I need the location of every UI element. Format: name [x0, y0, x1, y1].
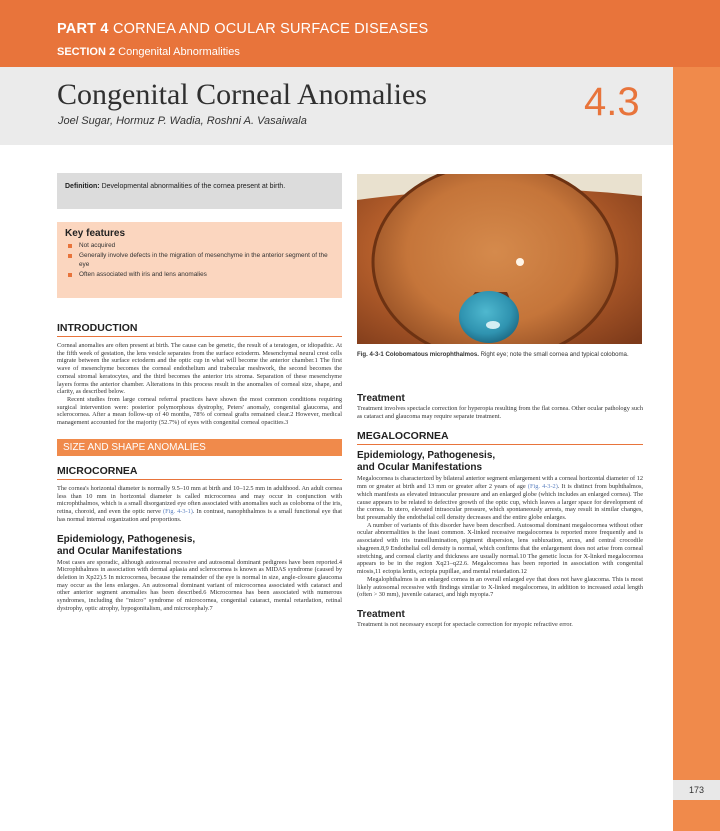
- section-title: Congenital Abnormalities: [118, 46, 240, 58]
- epidemiology-heading: [57, 534, 342, 558]
- size-shape-heading: SIZE AND SHAPE ANOMALIES: [57, 439, 342, 456]
- figure-caption: [357, 351, 645, 359]
- microcornea-text: . In contrast, nanophthalmos is a small functional eye that has normal internal organization and proportions.: [57, 508, 342, 523]
- right-column: [357, 393, 643, 629]
- key-features-list: [65, 242, 334, 280]
- chapter-authors: Joel Sugar, Hormuz P. Wadia, Roshni A. Vasaiwala: [58, 115, 307, 127]
- definition-text: Developmental abnormalities of the cornea present at birth.: [101, 183, 286, 190]
- microcornea-text: The cornea's horizontal diameter is normally 9.5–10 mm at birth and 10–12.5 mm in adulthood. An adult cornea less than 10 mm in horizontal diameter is called microcornea and may occur in conjunction with microphthalmos, which is a small disorganized eye often associated with anomalies such as coloboma of the iris, retina, choroid, and even the optic nerve: [57, 484, 342, 516]
- definition-label: Definition:: [65, 183, 100, 190]
- figure-title: Colobomatous microphthalmos.: [385, 351, 479, 358]
- epidemiology-heading-line: and Ocular Manifestations: [357, 462, 483, 474]
- treatment-heading: Treatment: [357, 393, 405, 404]
- megalocornea-heading: MEGALOCORNEA: [357, 430, 643, 445]
- megalophthalmos-paragraph: Megalophthalmos is an enlarged cornea in an overall enlarged eye that does not have glaucoma. This is most likely autosomal recessive with findings similar to X-linked megalocornea, in addition to increased axial length (often > 30 mm), juvenile cataract, and high myopia.7: [357, 575, 643, 599]
- megalocornea-text: . It is distinct from buphthalmos, which manifests as elevated intraocular pressure and an enlarged globe (which includes an enlarged cornea). The cause appears to be related to defective growth of the optic cup, which leaves a larger space for development of the cornea. In utero, elevated intraocular pressure, which spontaneously arrests, may result in similar changes, but presumably the endothelial cell density decreases and the entire globe enlarges.: [357, 483, 643, 522]
- figure-reference-link[interactable]: (Fig. 4-3-1): [163, 508, 193, 516]
- megalocornea-paragraph: [357, 475, 643, 521]
- part-heading: [57, 21, 428, 37]
- epidemiology-heading-line: and Ocular Manifestations: [57, 545, 183, 557]
- treatment-paragraph: Treatment is not necessary except for spectacle correction for myopic refractive error.: [357, 620, 573, 628]
- epidemiology-paragraph: Most cases are sporadic, although autosomal recessive and autosomal dominant pedigrees have been reported.4 Microphthalmos in association with dermal aplasia and sclerocornea is known as MIDAS syndrome (caused by deletion in Xp22).5 In microcornea, because the remainder of the eye is normal in size, angle-closure glaucoma may occur as the lens enlarges. An autosomal dominant variant of microcornea associated with cataract and other anterior segment anomalies has been described.6 Microcornea has been associated with numerous syndromes, including the "micro" syndrome of microcornea, congenital cataract, mental retardation, retinal dystrophy, optic atrophy, hypogonitalism, and microcephaly.7: [57, 558, 342, 612]
- introduction-paragraph: Corneal anomalies are often present at birth. The cause can be genetic, the result of a teratogen, or idiopathic. At the fifth week of gestation, the lens vesicle separates from the surface ectoderm. Mesenchymal neural crest cells migrate between the surface ectoderm and the optic cup in what will become the anterior chamber.1 The first wave of mesenchyme becomes the corneal endothelium and trabecular meshwork, the second becomes the corneal stromal keratocytes, and the third becomes the anterior iris stroma. Separation of these mesenchyme layers forms the anterior chamber. Alterations in this process result in the anomalies of corneal size, shape, and clarity, as described below.: [57, 342, 342, 396]
- figure-reference-link[interactable]: (Fig. 4-3-2): [527, 483, 558, 491]
- left-column: [57, 322, 342, 613]
- key-features-box: [57, 222, 342, 298]
- header-bar: [0, 0, 720, 67]
- definition-box: [57, 173, 342, 209]
- part-title: CORNEA AND OCULAR SURFACE DISEASES: [112, 21, 429, 37]
- chapter-number: 4.3: [584, 80, 640, 124]
- epidemiology-heading: [357, 450, 643, 474]
- section-label: SECTION 2: [57, 46, 116, 58]
- figure-caption-text: Right eye; note the small cornea and typical coloboma.: [480, 351, 629, 358]
- part-label: PART 4: [57, 21, 109, 37]
- key-feature-item: Not acquired: [65, 242, 334, 250]
- page-sidebar: [673, 67, 720, 831]
- megalocornea-text: Megalocornea is characterized by bilateral anterior segment enlargement with a corneal horizontal diameter of 12 mm or greater at birth and 13 mm or greater after 2 years of age: [357, 475, 643, 491]
- page-number: 173: [673, 780, 720, 800]
- microcornea-heading: MICROCORNEA: [57, 465, 342, 480]
- key-feature-item: Often associated with iris and lens anomalies: [65, 271, 334, 279]
- key-feature-item: Generally involve defects in the migration of mesenchyme in the anterior segment of the eye: [65, 252, 334, 269]
- section-heading: [57, 46, 240, 58]
- introduction-paragraph: Recent studies from large corneal referral practices have shown the most common conditions requiring surgical intervention were: posterior polymorphous dystrophy, Peters' anomaly, congenital glaucoma, and sclerocornea. After a mean follow-up of 40 months, 78% of corneal grafts remained clear.2 However, medical management accounted for the majority (52.7%) of eyes with congenital corneal opacities.3: [57, 396, 342, 427]
- microcornea-paragraph: [57, 485, 342, 524]
- epidemiology-heading-line: Epidemiology, Pathogenesis,: [57, 533, 196, 545]
- figure-label: Fig. 4-3-1: [357, 351, 384, 358]
- introduction-heading: INTRODUCTION: [57, 322, 342, 337]
- eye-coloboma-image: [357, 174, 642, 344]
- treatment-heading: Treatment: [357, 608, 405, 620]
- treatment-paragraph: Treatment involves spectacle correction for hyperopia resulting from the flat cornea. Other ocular pathology such as cataract and glaucoma may require separate treatment.: [357, 405, 643, 420]
- megalocornea-paragraph: A number of variants of this disorder have been described. Autosomal dominant megalocornea without other ocular abnormalities is the least common. X-linked recessive megalocornea is reported more frequently and is associated with iris transillumination, pigment dispersion, lens subluxation, arcus, and central crocodile shagreen.8,9 Endothelial cell density is normal, which confirms that the enlargement does not arise from corneal stretching, and corneal clarity and thickness are usually normal.10 The genetic locus for X-linked megalocornea appears to be in the region Xq21–q22.6. Megalocornea has been reported in association with congenital miosis,11 ectopia lentis, ectopia pupillae, and mental retardation.12: [357, 521, 643, 576]
- chapter-title: Congenital Corneal Anomalies: [57, 78, 427, 111]
- figure-photo: [357, 174, 642, 344]
- epidemiology-heading-line: Epidemiology, Pathogenesis,: [357, 450, 496, 462]
- key-features-heading: Key features: [65, 228, 126, 239]
